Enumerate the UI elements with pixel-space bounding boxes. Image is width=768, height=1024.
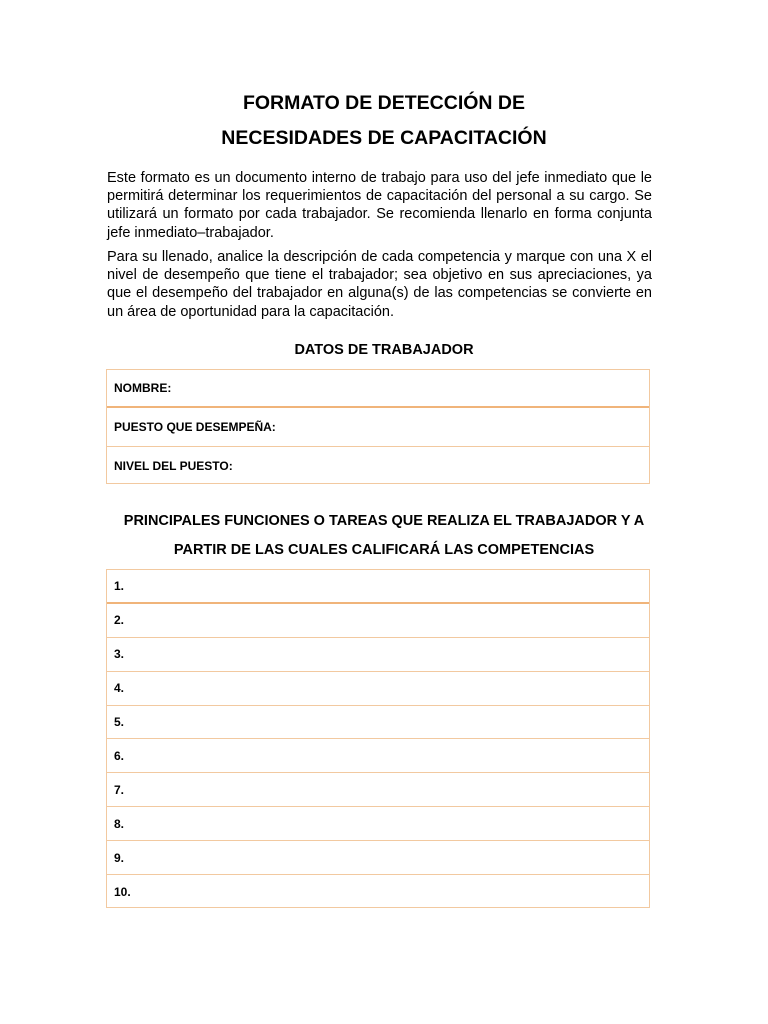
task-number: 1.: [114, 578, 125, 593]
tasks-table: [106, 569, 650, 908]
task-row[interactable]: [107, 706, 649, 740]
task-number: 3.: [114, 647, 125, 662]
task-number: 10.: [114, 884, 131, 899]
position-level-field[interactable]: [107, 447, 649, 485]
task-row[interactable]: [107, 604, 649, 638]
task-row[interactable]: [107, 739, 649, 773]
task-number: 6.: [114, 748, 125, 763]
task-number: 5.: [114, 715, 125, 729]
task-row[interactable]: [107, 773, 649, 807]
task-row[interactable]: [107, 672, 649, 706]
task-row[interactable]: [107, 807, 649, 841]
task-number: 8.: [114, 816, 125, 831]
task-row[interactable]: [107, 638, 649, 672]
tasks-section-title-line-2: PARTIR DE LAS CUALES CALIFICARÁ LAS COMPETENCIAS: [173, 542, 595, 558]
position-field-label: PUESTO QUE DESEMPEÑA:: [114, 419, 276, 434]
worker-section-title: DATOS DE TRABAJADOR: [294, 342, 474, 358]
document-title-line-1: FORMATO DE DETECCIÓN DE: [242, 92, 526, 114]
position-field[interactable]: [107, 408, 649, 446]
name-field-label: NOMBRE:: [114, 381, 172, 396]
worker-data-table: [106, 369, 650, 484]
name-field[interactable]: [107, 370, 649, 408]
task-row[interactable]: [107, 570, 649, 604]
task-row[interactable]: [107, 875, 649, 909]
task-number: 4.: [114, 681, 125, 696]
task-number: 2.: [114, 613, 125, 628]
tasks-section-title-line-1: PRINCIPALES FUNCIONES O TAREAS QUE REALIZA EL TRABAJADOR Y A: [123, 513, 645, 529]
intro-paragraph: Este formato es un documento interno de trabajo para uso del jefe inmediato que le permitirá determinar los requerimientos de capacitación del personal a su cargo. Se utilizará un formato por cada trabajador. Se recomienda llenarlo en forma conjunta jefe inmediato–trabajador.: [107, 170, 652, 241]
instructions-paragraph: Para su llenado, analice la descripción de cada competencia y marque con una X el nivel de desempeño que tiene el trabajador; sea objetivo en sus apreciaciones, ya que el desempeño del trabajador en alguna(s) de las competencias se convierte en un área de oportunidad para la capacitación.: [107, 249, 652, 320]
document-title-line-2: NECESIDADES DE CAPACITACIÓN: [221, 127, 547, 149]
task-number: 7.: [114, 782, 125, 797]
task-number: 9.: [114, 850, 125, 865]
position-level-field-label: NIVEL DEL PUESTO:: [114, 458, 233, 473]
task-row[interactable]: [107, 841, 649, 875]
